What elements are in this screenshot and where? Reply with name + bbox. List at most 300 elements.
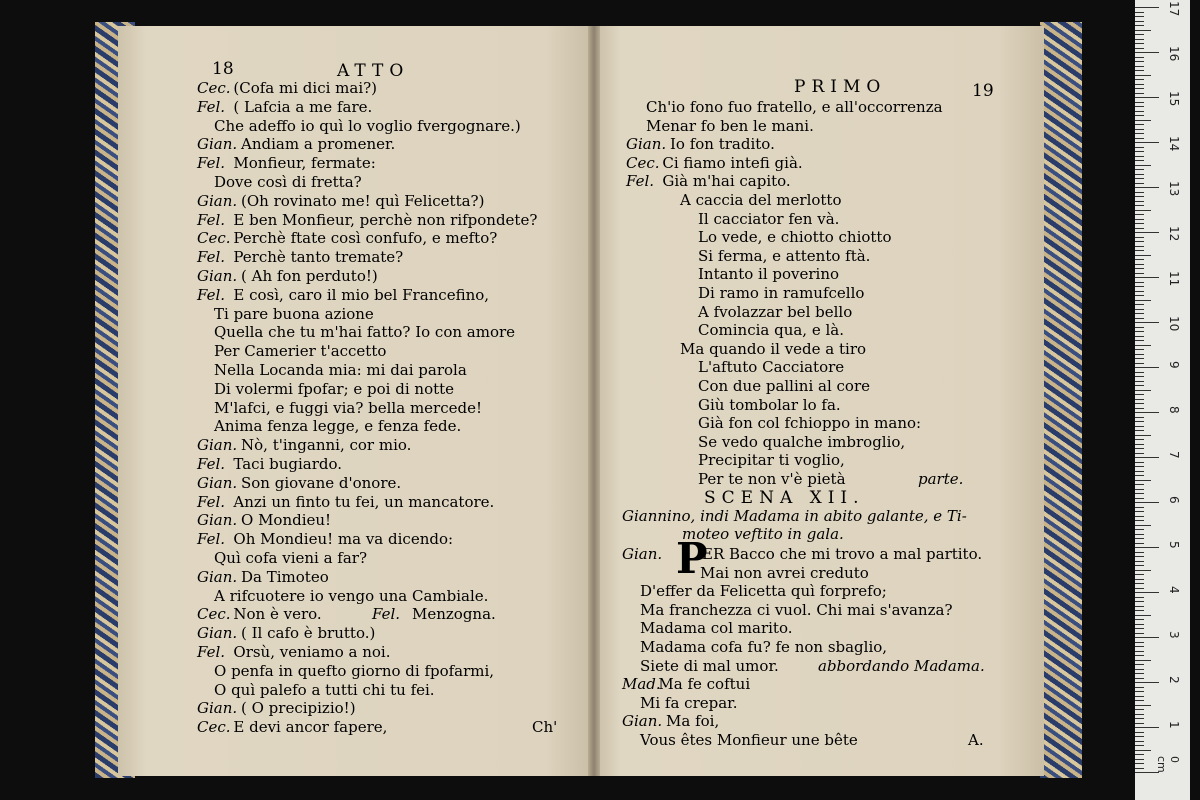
ruler-tick (1135, 241, 1144, 242)
ruler-tick (1135, 318, 1144, 319)
ruler-tick (1135, 57, 1144, 58)
right-line-text: Comincia qua, e là. (698, 321, 844, 340)
ruler-tick (1135, 12, 1144, 13)
ruler-tick (1135, 322, 1159, 323)
ruler-tick (1135, 520, 1144, 521)
ruler-tick (1135, 592, 1159, 593)
page-number: 18 (212, 59, 234, 79)
left-line-speaker: Gian. (197, 699, 238, 718)
ruler-tick (1135, 300, 1151, 301)
ruler-tick (1135, 700, 1144, 701)
ruler-tick (1135, 754, 1144, 755)
ruler-number: 17 (1167, 1, 1181, 17)
ruler-tick (1135, 381, 1144, 382)
ruler-tick (1135, 547, 1159, 548)
ruler-number: 12 (1167, 226, 1181, 242)
ruler-tick (1135, 223, 1144, 224)
ruler-number: 11 (1167, 271, 1181, 287)
right-line-text: Ma foi, (666, 712, 720, 731)
stage-direction-exit: parte. (918, 470, 964, 488)
ruler-tick (1135, 466, 1144, 467)
ruler-tick (1135, 363, 1144, 364)
ruler-tick (1135, 187, 1159, 188)
ruler-tick (1135, 619, 1144, 620)
ruler-tick (1135, 237, 1144, 238)
left-line-text: Di volermi fpofar; e poi di notte (214, 379, 455, 398)
ruler-tick (1135, 484, 1144, 485)
ruler-tick (1135, 210, 1151, 211)
left-line-speaker: Cec. (197, 79, 231, 97)
left-line-text: ( Il cafo è brutto.) (241, 624, 376, 643)
left-line-text: Perchè ftate così confufo, e mefto? (233, 229, 498, 248)
ruler-unit: 0 cm (1155, 756, 1181, 773)
left-line-speaker: Cec. (197, 605, 231, 624)
ruler-tick (1135, 34, 1144, 35)
ruler-tick (1135, 678, 1144, 679)
ruler-tick (1135, 597, 1144, 598)
left-line-speaker: Gian. (197, 624, 238, 643)
ruler-number: 8 (1167, 406, 1181, 414)
ruler-tick (1135, 507, 1144, 508)
left-line-speaker: Fel. (197, 285, 226, 304)
stage-direction: Giannino, indi Madama in abito galante, e Ti- (622, 506, 967, 525)
left-line-speaker: Gian. (197, 567, 238, 586)
left-line-speaker: Gian. (197, 135, 238, 154)
ruler-tick (1135, 543, 1144, 544)
right-line-speaker: Mad. (622, 675, 661, 694)
ruler-tick (1135, 214, 1144, 215)
ruler-tick (1135, 115, 1144, 116)
ruler-tick (1135, 111, 1144, 112)
left-line-text: Dove così di fretta? (214, 173, 362, 191)
ruler-tick (1135, 538, 1144, 539)
ruler-tick (1135, 529, 1144, 530)
ruler-tick (1135, 633, 1144, 634)
ruler-number: 10 (1167, 316, 1181, 332)
right-line-text: Ch'io fono fuo fratello, e all'occorrenza (646, 98, 943, 116)
ruler-tick (1135, 534, 1144, 535)
ruler-tick (1135, 165, 1151, 166)
ruler-tick (1135, 232, 1159, 233)
ruler-tick (1135, 250, 1144, 251)
left-line-text: ( O precipizio!) (241, 699, 356, 718)
ruler-tick (1135, 691, 1144, 692)
ruler-tick (1135, 120, 1151, 121)
ruler-tick (1135, 723, 1144, 724)
measuring-ruler (1135, 0, 1190, 800)
ruler-tick (1135, 142, 1159, 143)
scene-heading: SCENA XII. (704, 487, 865, 508)
right-line-text: Già fon col fchioppo in mano: (698, 414, 922, 433)
ruler-tick (1135, 637, 1159, 638)
ruler-tick (1135, 138, 1144, 139)
right-line-text: Siete di mal umor. (640, 656, 779, 675)
ruler-tick (1135, 196, 1144, 197)
ruler-tick (1135, 727, 1159, 728)
left-line-text: (Cofa mi dici mai?) (233, 79, 378, 97)
ruler-tick (1135, 43, 1144, 44)
left-line-speaker: Fel. (197, 210, 226, 229)
ruler-tick (1135, 696, 1144, 697)
right-line-text: Con due pallini al core (698, 377, 870, 395)
left-line-speaker: Cec. (197, 718, 231, 737)
right-line-text: Vous êtes Monfieur une bête (640, 731, 858, 749)
ruler-tick (1135, 399, 1144, 400)
ruler-tick (1135, 160, 1144, 161)
ruler-tick (1135, 574, 1144, 575)
ruler-tick (1135, 718, 1144, 719)
ruler-tick (1135, 327, 1144, 328)
ruler-tick (1135, 169, 1144, 170)
ruler-tick (1135, 682, 1159, 683)
left-line-speaker: Fel. (197, 97, 226, 116)
ruler-number: 13 (1167, 181, 1181, 197)
ruler-tick (1135, 66, 1144, 67)
ruler-tick (1135, 372, 1144, 373)
ruler-number: 16 (1167, 46, 1181, 62)
ruler-tick (1135, 430, 1144, 431)
left-line-text: O penfa in quefto giorno di fpofarmi, (214, 661, 495, 680)
ruler-tick (1135, 219, 1144, 220)
ruler-tick (1135, 88, 1144, 89)
ruler-tick (1135, 61, 1144, 62)
right-line-text: Ma franchezza ci vuol. Chi mai s'avanza? (640, 600, 953, 619)
ruler-tick (1135, 664, 1144, 665)
ruler-tick (1135, 660, 1151, 661)
left-line-speaker: Gian. (197, 191, 238, 210)
ruler-tick (1135, 444, 1144, 445)
right-line-text: Se vedo qualche imbroglio, (698, 432, 906, 451)
left-line-text: M'lafci, e fuggi via? bella mercede! (214, 398, 483, 417)
ruler-tick (1135, 651, 1144, 652)
left-line-speaker: Gian. (197, 436, 238, 455)
left-line-text: Orsù, veniamo a noi. (233, 643, 391, 661)
right-line-text: Giù tombolar lo fa. (698, 395, 841, 414)
left-line-text: Andiam a promener. (241, 135, 396, 154)
ruler-tick (1135, 471, 1144, 472)
left-line-text: E ben Monfieur, perchè non rifpondete? (233, 210, 538, 229)
right-line-text: Si ferma, e attento ftà. (698, 246, 871, 265)
ruler-tick (1135, 439, 1144, 440)
ruler-tick (1135, 52, 1159, 53)
ruler-tick (1135, 426, 1144, 427)
ruler-tick (1135, 246, 1144, 247)
ruler-tick (1135, 340, 1144, 341)
ruler-tick (1135, 705, 1151, 706)
ruler-number: 1 (1167, 721, 1181, 729)
left-line-speaker: Gian. (197, 511, 238, 530)
ruler-tick (1135, 655, 1144, 656)
ruler-tick (1135, 39, 1144, 40)
left-line-text: Anima fenza legge, e fenza fede. (214, 417, 462, 436)
left-line-text: Quì cofa vieni a far? (214, 549, 368, 567)
ruler-tick (1135, 385, 1144, 386)
ruler-tick (1135, 345, 1151, 346)
ruler-tick (1135, 151, 1144, 152)
left-line-text: Son giovane d'onore. (241, 473, 402, 492)
left-line-text: Monfieur, fermate: (233, 154, 376, 173)
ruler-number: 6 (1167, 496, 1181, 504)
ruler-tick (1135, 264, 1144, 265)
ruler-tick (1135, 129, 1144, 130)
ruler-tick (1135, 124, 1144, 125)
left-line-text: Perchè tanto tremate? (233, 248, 404, 267)
inline-text: Menzogna. (412, 605, 496, 624)
ruler-tick (1135, 408, 1144, 409)
ruler-tick (1135, 304, 1144, 305)
ruler-tick (1135, 412, 1159, 413)
ruler-tick (1135, 21, 1144, 22)
ruler-tick (1135, 610, 1144, 611)
ruler-tick (1135, 183, 1144, 184)
ruler-tick (1135, 349, 1144, 350)
left-line-text: ( Lafcia a me fare. (233, 97, 373, 116)
left-line-text: ( Ah fon perduto!) (241, 267, 378, 285)
left-line-text: Anzi un finto tu fei, un mancatore. (233, 492, 495, 511)
page-number: 19 (972, 81, 994, 101)
right-line-text: Menar fo ben le mani. (646, 116, 814, 135)
ruler-tick (1135, 556, 1144, 557)
ruler-tick (1135, 16, 1144, 17)
right-line-text: Ma fe coftui (658, 675, 751, 694)
left-line-speaker: Fel. (197, 248, 226, 267)
ruler-tick (1135, 669, 1144, 670)
book-cover-right-edge (1040, 22, 1082, 778)
ruler-tick (1135, 759, 1144, 760)
ruler-tick (1135, 736, 1144, 737)
drop-cap: P (676, 533, 708, 583)
left-line-speaker: Fel. (197, 530, 226, 549)
right-line-text: Di ramo in ramufcello (698, 284, 865, 302)
catchword: A. (968, 731, 984, 749)
ruler-tick (1135, 480, 1151, 481)
left-line-speaker: Fel. (197, 492, 226, 511)
ruler-tick (1135, 376, 1144, 377)
ruler-number: 2 (1167, 676, 1181, 684)
ruler-tick (1135, 525, 1151, 526)
ruler-tick (1135, 750, 1151, 751)
ruler-tick (1135, 732, 1144, 733)
ruler-tick (1135, 205, 1144, 206)
ruler-tick (1135, 646, 1144, 647)
ruler-tick (1135, 606, 1144, 607)
ruler-number: 14 (1167, 136, 1181, 152)
ruler-tick (1135, 448, 1144, 449)
ruler-tick (1135, 493, 1144, 494)
ruler-tick (1135, 394, 1144, 395)
ruler-tick (1135, 192, 1144, 193)
left-line-speaker: Fel. (197, 455, 226, 473)
ruler-tick (1135, 570, 1151, 571)
scene-text: ER Bacco che mi trovo a mal partito. (702, 544, 983, 563)
ruler-tick (1135, 552, 1144, 553)
ruler-tick (1135, 93, 1144, 94)
catchword: Ch' (532, 718, 558, 737)
right-line-text: Per te non v'è pietà (698, 470, 846, 488)
ruler-number: 4 (1167, 586, 1181, 594)
ruler-tick (1135, 84, 1144, 85)
ruler-tick (1135, 201, 1144, 202)
ruler-tick (1135, 97, 1159, 98)
ruler-tick (1135, 309, 1144, 310)
right-line-text: Mai non avrei creduto (700, 563, 869, 582)
ruler-tick (1135, 133, 1144, 134)
left-line-speaker: Fel. (197, 643, 226, 661)
ruler-tick (1135, 403, 1144, 404)
left-line-text: Taci bugiardo. (233, 455, 343, 473)
stage-direction-aside: abbordando Madama. (818, 656, 985, 675)
ruler-tick (1135, 336, 1144, 337)
ruler-tick (1135, 453, 1144, 454)
ruler-tick (1135, 714, 1144, 715)
ruler-tick (1135, 277, 1159, 278)
ruler-tick (1135, 268, 1144, 269)
stage-direction: moteo veftito in gala. (682, 524, 844, 543)
ruler-tick (1135, 462, 1144, 463)
ruler-tick (1135, 313, 1144, 314)
right-line-text: Precipitar ti voglio, (698, 451, 845, 470)
ruler-tick (1135, 745, 1144, 746)
ruler-tick (1135, 763, 1144, 764)
ruler-tick (1135, 390, 1151, 391)
ruler-tick (1135, 259, 1144, 260)
left-line-text: (Oh rovinato me! quì Felicetta?) (241, 191, 485, 210)
ruler-tick (1135, 475, 1144, 476)
ruler-tick (1135, 106, 1144, 107)
ruler-tick (1135, 358, 1144, 359)
ruler-tick (1135, 286, 1144, 287)
ruler-tick (1135, 642, 1144, 643)
right-line-speaker: Cec. (626, 153, 660, 172)
right-line-speaker: Gian. (622, 712, 663, 731)
ruler-tick (1135, 367, 1159, 368)
ruler-tick (1135, 156, 1144, 157)
right-line-text: Io fon tradito. (670, 135, 775, 154)
ruler-tick (1135, 75, 1151, 76)
scene-speaker: Gian. (622, 544, 663, 563)
ruler-number: 3 (1167, 631, 1181, 639)
ruler-tick (1135, 48, 1144, 49)
left-line-text: Per Camerier t'accetto (214, 342, 387, 361)
ruler-tick (1135, 624, 1144, 625)
ruler-tick (1135, 7, 1159, 8)
ruler-tick (1135, 511, 1144, 512)
ruler-tick (1135, 30, 1151, 31)
ruler-tick (1135, 768, 1144, 769)
left-line-text: E devi ancor fapere, (233, 718, 388, 737)
ruler-number: 15 (1167, 91, 1181, 107)
ruler-tick (1135, 565, 1144, 566)
ruler-tick (1135, 516, 1144, 517)
right-line-speaker: Fel. (626, 172, 655, 191)
ruler-number: 7 (1167, 451, 1181, 459)
left-line-text: Da Timoteo (241, 567, 329, 586)
right-line-text: Mi fa crepar. (640, 693, 738, 712)
left-line-text: Che adeffo io quì lo voglio fvergognare.) (214, 116, 521, 135)
ruler-tick (1135, 502, 1159, 503)
right-line-text: A fvolazzar bel bello (698, 302, 853, 321)
ruler-tick (1135, 255, 1151, 256)
ruler-tick (1135, 79, 1144, 80)
ruler-tick (1135, 579, 1144, 580)
ruler-tick (1135, 102, 1144, 103)
left-line-text: Nò, t'inganni, cor mio. (241, 436, 412, 455)
ruler-tick (1135, 228, 1144, 229)
right-line-text: L'aftuto Cacciatore (698, 358, 845, 377)
ruler-tick (1135, 561, 1144, 562)
left-line-text: Nella Locanda mia: mi dai parola (214, 361, 467, 379)
right-line-text: Ma quando il vede a tiro (680, 339, 867, 358)
ruler-tick (1135, 421, 1144, 422)
right-line-text: D'effer da Felicetta quì forprefo; (640, 582, 887, 601)
right-line-speaker: Gian. (626, 135, 667, 154)
left-line-speaker: Fel. (197, 154, 226, 173)
ruler-number: 5 (1167, 541, 1181, 549)
left-line-text: Oh Mondieu! ma va dicendo: (233, 530, 454, 549)
left-line-speaker: Gian. (197, 473, 238, 492)
running-head: PRIMO (794, 77, 887, 97)
ruler-tick (1135, 273, 1144, 274)
ruler-tick (1135, 174, 1144, 175)
left-line-text: Non è vero. (233, 605, 322, 624)
left-line-text: Quella che tu m'hai fatto? Io con amore (214, 323, 516, 342)
ruler-tick (1135, 498, 1144, 499)
ruler-tick (1135, 687, 1144, 688)
ruler-tick (1135, 295, 1144, 296)
left-line-text: A rifcuotere io vengo una Cambiale. (214, 586, 489, 605)
right-line-text: Il cacciator fen và. (698, 209, 840, 228)
ruler-tick (1135, 147, 1144, 148)
left-line-speaker: Cec. (197, 229, 231, 248)
ruler-tick (1135, 615, 1151, 616)
left-line-speaker: Gian. (197, 267, 238, 285)
ruler-tick (1135, 354, 1144, 355)
right-line-text: Madama cofa fu? fe non sbaglio, (640, 638, 888, 656)
ruler-tick (1135, 417, 1144, 418)
ruler-tick (1135, 628, 1144, 629)
right-line-text: A caccia del merlotto (680, 191, 842, 209)
ruler-tick (1135, 70, 1144, 71)
inline-speaker: Fel. (372, 605, 401, 624)
ruler-tick (1135, 709, 1144, 710)
ruler-tick (1135, 178, 1144, 179)
right-line-text: Già m'hai capito. (662, 172, 791, 191)
ruler-tick (1135, 741, 1144, 742)
ruler-tick (1135, 673, 1144, 674)
right-line-text: Ci fiamo intefi già. (662, 153, 803, 172)
ruler-tick (1135, 583, 1144, 584)
right-line-text: Madama col marito. (640, 619, 793, 638)
ruler-number: 9 (1167, 361, 1181, 369)
ruler-tick (1135, 331, 1144, 332)
right-line-text: Lo vede, e chiotto chiotto (698, 228, 892, 247)
ruler-tick (1135, 25, 1144, 26)
ruler-tick (1135, 489, 1144, 490)
ruler-tick (1135, 588, 1144, 589)
ruler-tick (1135, 282, 1144, 283)
ruler-tick (1135, 601, 1144, 602)
book-gutter (588, 26, 600, 776)
running-head: ATTO (337, 61, 410, 81)
left-line-text: Ti pare buona azione (214, 304, 374, 323)
left-line-text: O quì palefo a tutti chi tu fei. (214, 680, 435, 699)
right-line-text: Intanto il poverino (698, 265, 840, 284)
ruler-tick (1135, 457, 1159, 458)
left-line-text: E così, caro il mio bel Francefino, (233, 285, 490, 304)
left-line-text: O Mondieu! (241, 511, 332, 530)
ruler-tick (1135, 291, 1144, 292)
ruler-tick (1135, 435, 1151, 436)
